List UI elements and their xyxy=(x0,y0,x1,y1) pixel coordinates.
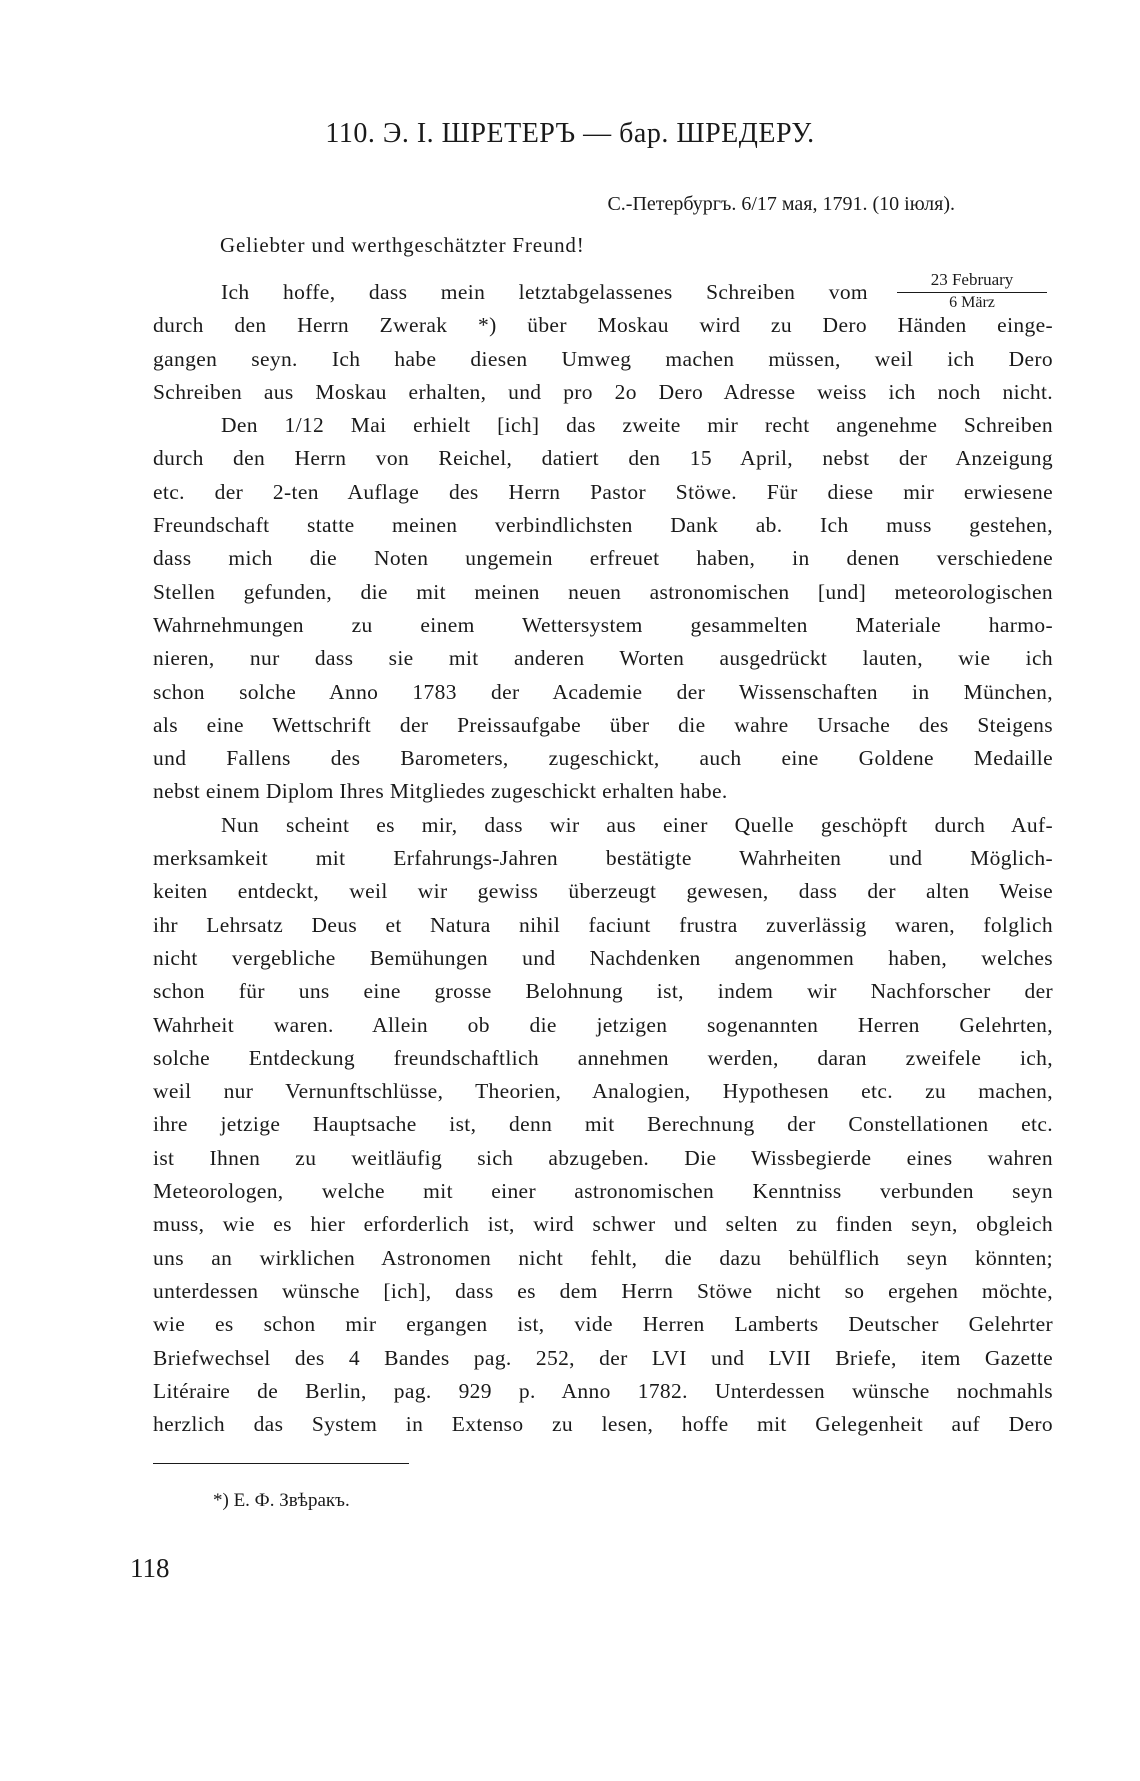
body-line: ihr Lehrsatz Deus et Natura nihil faciunt frustra zuverlässig waren, folglich xyxy=(153,912,1053,937)
body-line: Litéraire de Berlin, pag. 929 p. Anno 1782. Unterdessen wünsche nochmahls xyxy=(153,1378,1053,1403)
body-line: Nun scheint es mir, dass wir aus einer Quelle geschöpft durch Auf- xyxy=(221,812,1053,837)
body-line: Briefwechsel des 4 Bandes pag. 252, der LVI und LVII Briefe, item Gazette xyxy=(153,1345,1053,1370)
body-line: durch den Herrn von Reichel, datiert den 15 April, nebst der Anzeigung xyxy=(153,446,1053,471)
body-line: gangen seyn. Ich habe diesen Umweg machen müssen, weil ich Dero xyxy=(153,346,1053,371)
body-line: Stellen gefunden, die mit meinen neuen astronomischen [und] meteorologischen xyxy=(153,579,1053,604)
body-line: weil nur Vernunftschlüsse, Theorien, Analogien, Hypothesen etc. zu machen, xyxy=(153,1079,1053,1104)
body-line: und Fallens des Barometers, zugeschickt, auch eine Goldene Medaille xyxy=(153,746,1053,771)
body-line: ihre jetzige Hauptsache ist, denn mit Berechnung der Constellationen etc. xyxy=(153,1112,1053,1137)
body-line: Ich hoffe, dass mein letztabgelassenes Schreiben vom xyxy=(221,280,868,304)
body-line: dass mich die Noten ungemein erfreuet haben, in denen verschiedene xyxy=(153,546,1053,571)
date-fraction-top: 23 February xyxy=(897,270,1047,293)
body-line: merksamkeit mit Erfahrungs-Jahren bestätigte Wahrheiten und Möglich- xyxy=(153,846,1053,871)
place-date-line: С.-Петербургъ. 6/17 мая, 1791. (10 іюля). xyxy=(607,193,955,215)
body-line: Freundschaft statte meinen verbindlichsten Dank ab. Ich muss gestehen, xyxy=(153,513,1053,538)
body-line: durch den Herrn Zwerak *) über Moskau wird zu Dero Händen einge- xyxy=(153,313,1053,338)
body-line: etc. der 2-ten Auflage des Herrn Pastor Stöwe. Für diese mir erwiesene xyxy=(153,479,1053,504)
body-line: schon solche Anno 1783 der Academie der Wissenschaften in München, xyxy=(153,679,1053,704)
body-line: nieren, nur dass sie mit anderen Worten ausgedrückt lauten, wie ich xyxy=(153,646,1053,671)
letter-body xyxy=(153,276,1053,1441)
body-line: solche Entdeckung freundschaftlich annehmen werden, daran zweifele ich, xyxy=(153,1045,1053,1070)
body-line: ist Ihnen zu weitläufig sich abzugeben. Die Wissbegierde eines wahren xyxy=(153,1145,1053,1170)
body-line: als eine Wettschrift der Preissaufgabe über die wahre Ursache des Steigens xyxy=(153,712,1053,737)
footnote: *) Е. Ф. Звѣракъ. xyxy=(213,1490,350,1511)
date-fraction-bottom: 6 März xyxy=(949,294,995,311)
letter-heading: 110. Э. І. ШРЕТЕРЪ — бар. ШРЕДЕРУ. xyxy=(325,118,815,149)
body-line: uns an wirklichen Astronomen nicht fehlt, die dazu behülflich seyn könnten; xyxy=(153,1245,1053,1270)
body-line: unterdessen wünsche [ich], dass es dem Herrn Stöwe nicht so ergehen möchte, xyxy=(153,1278,1053,1303)
body-line: herzlich das System in Extenso zu lesen, hoffe mit Gelegenheit auf Dero xyxy=(153,1412,1053,1437)
body-line: nicht vergebliche Bemühungen und Nachdenken angenommen haben, welches xyxy=(153,945,1053,970)
body-line: Schreiben aus Moskau erhalten, und pro 2o Dero Adresse weiss ich noch nicht. xyxy=(153,379,1053,404)
body-line: Wahrnehmungen zu einem Wettersystem gesammelten Materiale harmo- xyxy=(153,612,1053,637)
body-line: wie es schon mir ergangen ist, vide Herren Lamberts Deutscher Gelehrter xyxy=(153,1312,1053,1337)
footnote-divider xyxy=(153,1463,409,1464)
body-line: muss, wie es hier erforderlich ist, wird schwer und selten zu finden seyn, obgleich xyxy=(153,1212,1053,1237)
page-number: 118 xyxy=(130,1553,170,1583)
body-line: Wahrheit waren. Allein ob die jetzigen sogenannten Herren Gelehrten, xyxy=(153,1012,1053,1037)
body-line: schon für uns eine grosse Belohnung ist, indem wir Nachforscher der xyxy=(153,979,1053,1004)
salutation: Geliebter und werthgeschätzter Freund! xyxy=(220,233,585,257)
body-line: Meteorologen, welche mit einer astronomischen Kenntniss verbunden seyn xyxy=(153,1179,1053,1204)
body-line: Den 1/12 Mai erhielt [ich] das zweite mir recht angenehme Schreiben xyxy=(221,413,1053,438)
body-line: nebst einem Diplom Ihres Mitgliedes zugeschickt erhalten habe. xyxy=(153,779,728,804)
body-line: keiten entdeckt, weil wir gewiss überzeugt gewesen, dass der alten Weise xyxy=(153,879,1053,904)
